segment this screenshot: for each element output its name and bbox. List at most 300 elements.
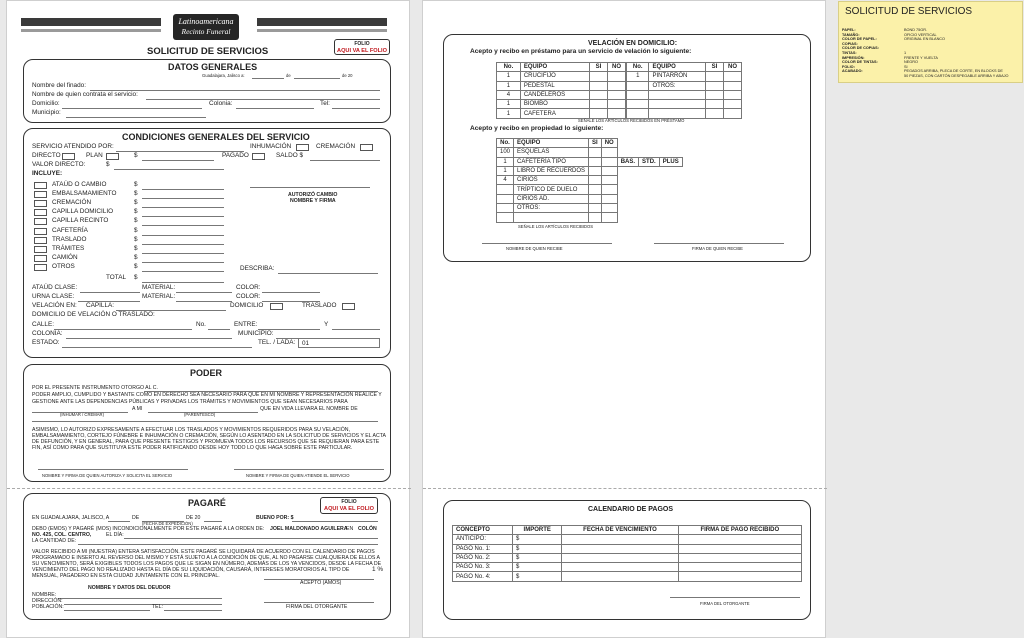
plan-checkbox[interactable] [106, 153, 119, 160]
propiedad-si-cell[interactable] [589, 166, 602, 175]
pagare-line-de20: DE 20 [186, 515, 201, 521]
velacion-traslado-checkbox[interactable] [342, 303, 355, 310]
poder-sub2: (PARENTESCO) [184, 412, 216, 417]
incluye-item-8: CAMIÓN [52, 253, 78, 261]
incluye-dollar-5: $ [134, 226, 138, 234]
incluye-checkbox-0[interactable] [34, 182, 47, 189]
calendario-row [453, 535, 802, 544]
propiedad-si-cell[interactable] [589, 213, 602, 222]
calendario-title: CALENDARIO DE PAGOS [588, 506, 674, 513]
prestamo-right-qty [627, 90, 649, 99]
incluye-checkbox-3[interactable] [34, 209, 47, 216]
spec-value: ORIGINAL EN BLANCO [904, 37, 946, 42]
pagare-direccion: COLÓN [358, 526, 377, 532]
plan-dollar: $ [134, 152, 138, 159]
propiedad-qty [497, 194, 514, 203]
propiedad-no-cell[interactable] [601, 148, 617, 157]
folio-box [334, 39, 390, 55]
brand-line2: Recinto Funeral [181, 27, 231, 36]
velacion-domicilio-checkbox[interactable] [270, 303, 283, 310]
directo-checkbox[interactable] [62, 153, 75, 160]
poder-p2-1: ASIMISMO, LO AUTORIZO EXPRESAMENTE A EFECTUAR LOS TRASLADOS Y MOVIMIENTOS REQUERIDOS PARA SU VELACIÓN, [32, 427, 350, 433]
entre-label: ENTRE: [234, 321, 258, 328]
calendario-firma-cell[interactable] [678, 553, 801, 562]
propiedad-no-cell[interactable] [601, 157, 617, 166]
incluye-dollar-2: $ [134, 199, 138, 207]
incluye-item-1: EMBALSAMAMIENTO [52, 190, 117, 198]
propiedad-row [497, 176, 683, 185]
y-label: Y [324, 321, 329, 328]
finado-label: Nombre del finado: [32, 82, 86, 89]
velacion-traslado-label: TRASLADO [302, 302, 337, 309]
prestamo-right-si-cell[interactable] [706, 72, 724, 81]
spec-value: 50 PIEZAS, CON CARTÓN DESPEGABLE ARRIBA Y ABAJO [904, 74, 1009, 78]
velacion-sig-left: NOMBRE DE QUIEN RECIBE [506, 246, 563, 251]
folio-label: FOLIO [354, 41, 370, 47]
prestamo-left-qty: 4 [497, 90, 521, 99]
calendario-fecha[interactable] [562, 563, 678, 572]
prestamo-table-left [496, 62, 626, 119]
calendario-firma: FIRMA DEL OTORGANTE [700, 601, 750, 606]
pagare-body-5: MENSUAL, PAGADERO EN ESTA CIUDAD JUNTAMENTE CON EL PRINCIPAL. [32, 573, 220, 579]
header-band-right [257, 18, 387, 26]
velacion-en-label: VELACIÓN EN: [32, 302, 77, 309]
propiedad-item [514, 213, 589, 222]
incluye-checkbox-2[interactable] [34, 200, 47, 207]
autorizo-line2: NOMBRE Y FIRMA [290, 198, 336, 204]
prestamo-left-header-2: SI [590, 63, 608, 72]
propiedad-si-cell[interactable] [589, 204, 602, 213]
prestamo-right-si-cell[interactable] [706, 90, 724, 99]
pagare-en: EN [346, 526, 354, 532]
brand-logo [173, 14, 239, 40]
datos-city: Guadalajara, Jalisco a: [202, 73, 245, 78]
incluye-item-9: OTROS [52, 262, 75, 270]
no-label: No. [196, 321, 206, 328]
senale-prestamo: SEÑALE LOS ARTÍCULOS RECIBIDOS EN PRÉSTAMO [578, 118, 685, 123]
spec-value: NEGRO [904, 60, 918, 65]
pagare-box [23, 493, 391, 620]
prestamo-right-si-cell[interactable] [706, 100, 724, 109]
prestamo-left-si-cell[interactable] [590, 81, 608, 90]
incluye-item-2: CREMACIÓN [52, 199, 92, 207]
cut-line-left [7, 488, 411, 489]
propiedad-header-3: NO [601, 139, 617, 148]
prestamo-right-item [649, 90, 706, 99]
prestamo-right-qty: 1 [627, 72, 649, 81]
prestamo-left-header [497, 63, 626, 72]
propiedad-si-cell[interactable] [589, 157, 602, 166]
lada-box[interactable] [298, 338, 380, 348]
pagare-body-3: SU VENCIMIENTO, SERÁ EXIGIBLES TODOS LOS PAGOS QUE LE SIGAN EN NÚMERO, ADEMÁS DE LOS YA VENCIDOS, DESDE LA FECHA DE [32, 561, 382, 567]
urna-color-label: COLOR: [236, 293, 261, 300]
datos-year: de 20 [342, 73, 353, 78]
incluye-item-4: CAPILLA RECINTO [52, 217, 109, 225]
propiedad-no-cell[interactable] [601, 185, 617, 194]
prestamo-right-header [627, 63, 742, 72]
propiedad-row [497, 185, 683, 194]
incluye-item-3: CAPILLA DOMICILIO [52, 208, 114, 216]
municipio-velacion-label: MUNICIPIO: [238, 330, 274, 337]
incluye-amount-8[interactable] [142, 262, 224, 263]
prestamo-left-no-cell[interactable] [608, 90, 626, 99]
pagare-bueno: BUENO POR: $ [256, 515, 294, 521]
prestamo-table-right [626, 62, 742, 119]
propiedad-row [497, 166, 683, 175]
prestamo-right-row [627, 109, 742, 118]
prestamo-left-qty: 1 [497, 81, 521, 90]
incluye-dollar-4: $ [134, 217, 138, 225]
propiedad-qty: 1 [497, 157, 514, 166]
propiedad-row [497, 148, 683, 157]
spec-value: SI [904, 64, 908, 69]
incluye-amount-4[interactable] [142, 225, 224, 226]
prestamo-left-no-cell[interactable] [608, 100, 626, 109]
calendario-firma-cell[interactable] [678, 535, 801, 544]
propiedad-row [497, 157, 683, 166]
prestamo-left-row [497, 109, 626, 118]
prestamo-left-si-cell[interactable] [590, 109, 608, 118]
calendario-header-2: FECHA DE VENCIMIENTO [562, 526, 678, 535]
prestamo-left-row [497, 100, 626, 109]
incluye-item-0: ATAÚD O CAMBIO [52, 181, 107, 188]
pagare-folio-value: AQUI VA EL FOLIO [324, 506, 374, 512]
pagare-direccion2: NO. 425, COL. CENTRO, [32, 532, 92, 538]
domicilio-label: Domicilio: [32, 100, 60, 107]
propiedad-no-cell[interactable] [601, 204, 617, 213]
prestamo-right-item [649, 100, 706, 109]
lada-code: 01 [302, 339, 310, 347]
calendario-importe[interactable]: $ [513, 535, 562, 544]
calle-field[interactable] [54, 329, 192, 330]
prestamo-right-header-1: EQUIPO [649, 63, 706, 72]
prestamo-left-item: BIOMBO [520, 100, 589, 109]
incluye-dollar-0: $ [134, 181, 138, 188]
prestamo-left-no-cell[interactable] [608, 109, 626, 118]
velacion-box [443, 34, 811, 262]
propiedad-header-0: No. [497, 139, 514, 148]
propiedad-qty: 1 [497, 166, 514, 175]
colonia-velacion-label: COLONIA: [32, 330, 63, 337]
folio-value: AQUI VA EL FOLIO [337, 48, 387, 54]
ataud-material-label: MATERIAL: [142, 284, 176, 291]
cafeteria-tipo-2[interactable]: PLUS [659, 157, 682, 166]
atendido-label: SERVICIO ATENDIDO POR: [32, 143, 114, 150]
calendario-header [453, 526, 802, 535]
ataud-clase-label: ATAÚD CLASE: [32, 284, 78, 291]
pagado-checkbox[interactable] [252, 153, 265, 160]
poder-p2-2: EMBALSAMAMIENTO, CORTEJO FÚNEBRE E INHUMACIÓN O CREMACIÓN, SEGÚN LO ASENTADO EN LA SOLICITUD DE SERVICIOS Y EL ACTA [32, 433, 386, 439]
incluye-dollar-6: $ [134, 235, 138, 243]
poder-line1: POR EL PRESENTE INSTRUMENTO OTORGO AL C. [32, 385, 158, 391]
header-band-left [21, 18, 161, 26]
poder-box [23, 364, 391, 482]
total-dollar: $ [134, 274, 138, 281]
calendario-concepto: PAGO No. 2: [453, 553, 513, 562]
describa-field[interactable] [278, 273, 378, 274]
valor-field[interactable] [114, 169, 224, 170]
calendario-fecha[interactable] [562, 535, 678, 544]
spec-key: IMPRESIÓN: [842, 55, 865, 60]
incluye-dollar-1: $ [134, 190, 138, 198]
poder-line2: PODER AMPLIO, CUMPLIDO Y BASTANTE COMO EN DERECHO SEA NECESARIO PARA QUE EN MI NOMBRE Y REPRESENTACIÓN REALICE Y [32, 392, 382, 398]
pagare-rate: 1 % [372, 566, 384, 573]
propiedad-row [497, 213, 683, 222]
pagare-nombre-field[interactable] [58, 598, 222, 599]
incluye-checkbox-1[interactable] [34, 191, 47, 198]
incluye-checkbox-9[interactable] [34, 264, 47, 271]
prestamo-right-item: PINTARRÓN [649, 72, 706, 81]
prestamo-right-no-cell[interactable] [724, 109, 742, 118]
pagare-poblacion: POBLACIÓN: [32, 604, 64, 610]
specs-title: SOLICITUD DE SERVICIOS [845, 6, 973, 17]
incluye-amount-5[interactable] [142, 235, 224, 236]
prestamo-right-item [649, 109, 706, 118]
spec-value: FRENTE Y VUELTA [904, 55, 938, 60]
pagare-line-a: EN GUADALAJARA, JALISCO, A [32, 515, 110, 521]
cafeteria-tipo-0[interactable]: BAS. [617, 157, 638, 166]
calendario-importe[interactable]: $ [513, 544, 562, 553]
pagare-line-de: DE [132, 515, 140, 521]
propiedad-si-cell[interactable] [589, 148, 602, 157]
pagare-acepto: ACEPTO (AMOS) [300, 580, 342, 586]
cremacion-checkbox[interactable] [360, 144, 373, 151]
prestamo-right-item: OTROS: [649, 81, 706, 90]
colonia-label: Colonia: [209, 100, 233, 107]
spec-value: OFICIO VERTICAL [904, 32, 937, 37]
contratante-field[interactable] [146, 99, 380, 100]
incluye-amount-9[interactable] [142, 271, 224, 272]
velacion-propiedad: Acepto y recibo en propiedad lo siguiente: [470, 125, 604, 132]
prestamo-right-no-cell[interactable] [724, 72, 742, 81]
tel-field[interactable] [332, 108, 380, 109]
spec-value: PEGADOS ARRIBA, PLECA DE CORTE, EN BLOCKS DE [904, 69, 1003, 74]
header-band-left-thin [21, 29, 161, 32]
calendario-concepto: PAGO No. 1: [453, 544, 513, 553]
spec-key: COLOR DE PAPEL: [842, 37, 877, 42]
datos-title: DATOS GENERALES [168, 62, 258, 72]
propiedad-item: LIBRO DE RECUERDOS [514, 166, 589, 175]
pagare-direccion-lbl: DIRECCIÓN: [32, 598, 63, 604]
pagare-bueno-field[interactable] [292, 521, 378, 522]
saldo-label: SALDO $ [276, 152, 303, 159]
tel-lada-label: TEL. / LADA: [258, 339, 296, 346]
pagare-direccion-field[interactable] [64, 604, 222, 605]
prestamo-right-qty [627, 81, 649, 90]
propiedad-header-1: EQUIPO [514, 139, 589, 148]
total-field[interactable] [142, 282, 224, 283]
prestamo-right-no-cell[interactable] [724, 90, 742, 99]
spec-key: TINTAS: [842, 51, 857, 55]
pagare-folio-label: FOLIO [341, 499, 357, 505]
propiedad-no-cell[interactable] [601, 166, 617, 175]
calendario-firma-cell[interactable] [678, 563, 801, 572]
prestamo-left-item: PEDESTAL [520, 81, 589, 90]
prestamo-left-header-1: EQUIPO [520, 63, 589, 72]
pagare-body-4: VENCIMIENTO DEL PAGO NO REALIZADO HASTA EL DÍA DE SU LIQUIDACIÓN, CAUSARÁ, INTERESES MORATORIOS AL TIPO DE [32, 567, 350, 573]
calle-label: CALLE: [32, 321, 55, 328]
calendario-row [453, 544, 802, 553]
urna-material-label: MATERIAL: [142, 293, 176, 300]
incluye-checkbox-4[interactable] [34, 218, 47, 225]
calendario-firma-cell[interactable] [678, 544, 801, 553]
incluye-checkbox-6[interactable] [34, 237, 47, 244]
incluye-dollar-9: $ [134, 262, 138, 270]
spec-key: COPIAS: [842, 41, 858, 46]
propiedad-no-cell[interactable] [601, 213, 617, 222]
calendario-fecha[interactable] [562, 572, 678, 581]
prestamo-right-si-cell[interactable] [706, 109, 724, 118]
prestamo-left-qty: 1 [497, 72, 521, 81]
pagare-beneficiario: JOEL MALDONADO AGUILERA [270, 526, 348, 532]
prestamo-right-header-3: NO [724, 63, 742, 72]
directo-label: DIRECTO [32, 152, 61, 159]
incluye-item-7: TRÁMITES [52, 244, 85, 252]
incluye-amount-1[interactable] [142, 198, 224, 199]
pagado-label: PAGADO [222, 152, 249, 159]
prestamo-left-item: CRUCIFIJO [520, 72, 589, 81]
colonia-field[interactable] [236, 108, 314, 109]
inhumacion-label: INHUMACIÓN [250, 143, 292, 150]
propiedad-item: OTROS: [514, 204, 589, 213]
prestamo-right-row [627, 81, 742, 90]
calendario-importe[interactable]: $ [513, 553, 562, 562]
prestamo-left-no-cell[interactable] [608, 72, 626, 81]
prestamo-right-row [627, 90, 742, 99]
calendario-header-1: IMPORTE [513, 526, 562, 535]
propiedad-qty: 100 [497, 148, 514, 157]
velacion-sig-right: FIRMA DE QUIEN RECIBE [692, 246, 743, 251]
prestamo-right-qty [627, 109, 649, 118]
domicilio-field[interactable] [62, 108, 202, 109]
poder-title: PODER [190, 368, 223, 378]
tel-label: Tel: [320, 100, 330, 107]
prestamo-left-header-0: No. [497, 63, 521, 72]
inhumacion-checkbox[interactable] [296, 144, 309, 151]
calendario-concepto: ANTICIPO: [453, 535, 513, 544]
incluye-amount-6[interactable] [142, 244, 224, 245]
propiedad-si-cell[interactable] [589, 185, 602, 194]
prestamo-right-no-cell[interactable] [724, 81, 742, 90]
velacion-domicilio-label: DOMICILIO [230, 302, 264, 309]
calendario-box [443, 500, 811, 620]
datos-generales-box [23, 59, 391, 123]
prestamo-right-row [627, 100, 742, 109]
calendario-concepto: PAGO No. 4: [453, 572, 513, 581]
datos-de: de [286, 73, 291, 78]
calendario-row [453, 553, 802, 562]
calendario-header-0: CONCEPTO [453, 526, 513, 535]
municipio-field[interactable] [66, 117, 206, 118]
incluye-dollar-8: $ [134, 253, 138, 261]
incluye-amount-0[interactable] [142, 189, 224, 190]
prestamo-right-no-cell[interactable] [724, 100, 742, 109]
poder-line3: GESTIONE ANTE LAS DEPENDENCIAS PÚBLICAS Y PRIVADAS LOS TRÁMITES Y MOVIMIENTOS QUE SEAN NECESARIOS PARA [32, 399, 348, 405]
incluye-checkbox-7[interactable] [34, 246, 47, 253]
propiedad-si-cell[interactable] [589, 176, 602, 185]
spec-key: PAPEL: [842, 28, 856, 32]
velacion-title: VELACIÓN EN DOMICILIO: [588, 40, 678, 47]
prestamo-left-si-cell[interactable] [590, 72, 608, 81]
municipio-label: Municipio: [32, 109, 61, 116]
estado-label: ESTADO: [32, 339, 60, 346]
calendario-fecha[interactable] [562, 553, 678, 562]
prestamo-left-si-cell[interactable] [590, 90, 608, 99]
propiedad-item: ESQUELAS [514, 148, 589, 157]
spec-key: COLOR DE COPIAS: [842, 46, 879, 51]
prestamo-left-row [497, 72, 626, 81]
propiedad-no-cell[interactable] [601, 194, 617, 203]
poder-sub1: (INHUMAR / CREMAR) [60, 412, 104, 417]
incluye-checkbox-8[interactable] [34, 255, 47, 262]
propiedad-qty [497, 204, 514, 213]
propiedad-qty [497, 185, 514, 194]
valor-label: VALOR DIRECTO: [32, 161, 86, 168]
incluye-amount-3[interactable] [142, 216, 224, 217]
incluye-amount-7[interactable] [142, 253, 224, 254]
calendario-firma-cell[interactable] [678, 572, 801, 581]
incluye-label: INCLUYE: [32, 170, 63, 177]
contratante-label: Nombre de quien contrata el servicio: [32, 91, 138, 98]
condiciones-title: CONDICIONES GENERALES DEL SERVICIO [122, 132, 310, 142]
prestamo-right-si-cell[interactable] [706, 81, 724, 90]
prestamo-left-qty: 1 [497, 100, 521, 109]
incluye-dollar-3: $ [134, 208, 138, 216]
condiciones-box [23, 128, 391, 358]
propiedad-row [497, 194, 683, 203]
capilla-label: CAPILLA: [86, 302, 115, 309]
autorizo-line1: AUTORIZÓ CAMBIO [288, 192, 338, 198]
spec-key: TAMAÑO: [842, 32, 860, 37]
calendario-row [453, 572, 802, 581]
back-page [422, 0, 826, 638]
calendario-table [452, 525, 802, 582]
calendario-fecha[interactable] [562, 544, 678, 553]
propiedad-no-cell[interactable] [601, 176, 617, 185]
front-page [6, 0, 410, 638]
valor-dollar: $ [106, 161, 110, 168]
propiedad-header-2: SI [589, 139, 602, 148]
pagare-cantidad: LA CANTIDAD DE: [32, 538, 77, 544]
specs-card [838, 1, 1023, 83]
calendario-concepto: PAGO No. 3: [453, 563, 513, 572]
spec-value: 1 [904, 51, 907, 55]
velacion-prestamo: Acepto y recibo en préstamo para un servicio de velación lo siguiente: [470, 48, 692, 55]
pagare-tel: TEL: [152, 604, 163, 610]
prestamo-left-row [497, 81, 626, 90]
propiedad-item: TRÍPTICO DE DUELO [514, 185, 589, 194]
prestamo-left-item: CAFETERA [520, 109, 589, 118]
propiedad-row [497, 204, 683, 213]
poder-p2-4: FIN, ASÍ COMO PARA QUE SUSTITUYA ESTE PODER RATIFICANDO DESDE HOY TODO LO QUE HAGA SOBRE ESTE PARTICULAR. [32, 445, 353, 451]
ataud-color-label: COLOR: [236, 284, 261, 291]
prestamo-left-si-cell[interactable] [590, 100, 608, 109]
prestamo-left-no-cell[interactable] [608, 81, 626, 90]
incluye-amount-2[interactable] [142, 207, 224, 208]
domicilio-velacion-label: DOMICILIO DE VELACIÓN O TRASLADO: [32, 311, 155, 318]
pagare-deudor-title: NOMBRE Y DATOS DEL DEUDOR [88, 585, 171, 591]
spec-row [842, 75, 1008, 79]
spec-value: BOND 75GR. [904, 28, 927, 32]
calendario-importe[interactable]: $ [513, 572, 562, 581]
propiedad-si-cell[interactable] [589, 194, 602, 203]
total-label: TOTAL [106, 274, 127, 281]
incluye-dollar-7: $ [134, 244, 138, 252]
spec-key: ACABADO: [842, 69, 863, 74]
incluye-checkbox-5[interactable] [34, 228, 47, 235]
calendario-importe[interactable]: $ [513, 563, 562, 572]
cafeteria-tipo-1[interactable]: STD. [639, 157, 660, 166]
